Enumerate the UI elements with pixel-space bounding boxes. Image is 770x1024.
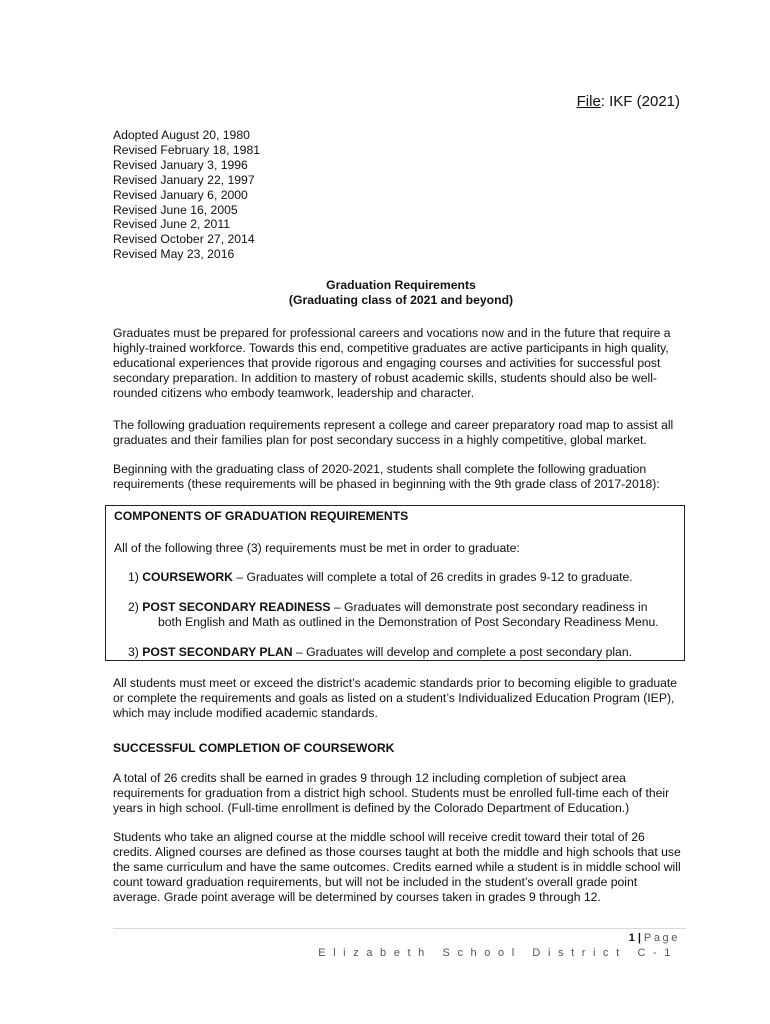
components-title: COMPONENTS OF GRADUATION REQUIREMENTS — [114, 509, 409, 523]
footer-separator: | — [637, 932, 641, 944]
phase-in-paragraph: Beginning with the graduating class of 2020-2021, students shall complete the following graduation requirements (these requirements will be phased in beginning with the 9th grade class of 2017-2018): — [113, 462, 660, 491]
revision-line: Revised January 3, 1996 — [113, 157, 248, 172]
revision-line: Revised June 2, 2011 — [113, 217, 230, 232]
intro-paragraph: Graduates must be prepared for professional careers and vocations now and in the future that require a highly-trained workforce. Towards this end, competitive graduates are active participants in high quality, educational experiences that provide rigorous and engaging courses and activities for successful post secondary preparation. In addition to mastery of robust academic skills, students should also be well-rounded citizens who embody teamwork, leadership and character. — [113, 326, 671, 400]
requirement-item — [128, 600, 678, 630]
credits-paragraph: A total of 26 credits shall be earned in grades 9 through 12 including completion of subject area requirements for graduation from a district high school. Students must be enrolled full-time each of their years in high school. (Full-time enrollment is defined by the Colorado Department of Education.) — [113, 771, 670, 815]
requirement-number: 3) — [128, 645, 143, 659]
requirement-term: POST SECONDARY READINESS — [142, 600, 331, 614]
revision-line: Revised June 16, 2005 — [113, 202, 238, 217]
section-heading: SUCCESSFUL COMPLETION OF COURSEWORK — [113, 741, 395, 755]
requirement-desc-continued: both English and Math as outlined in the Demonstration of Post Secondary Readiness Menu. — [158, 614, 659, 629]
title-line-2: (Graduating class of 2021 and beyond) — [288, 293, 514, 307]
requirement-desc: – Graduates will complete a total of 26 credits in grades 9-12 to graduate. — [232, 570, 633, 584]
middle-school-paragraph: Students who take an aligned course at the middle school will receive credit toward their total of 26 credits. Aligned courses are defined as those courses taught at both the middle and high schools that use the same curriculum and have the same outcomes. Credits earned while a student is in middle school will count toward graduation requirements, but will not be included in the student’s overall grade point average. Grade point average will be determined by courses taken in grades 9 through 12. — [113, 830, 681, 904]
roadmap-paragraph: The following graduation requirements represent a college and career preparatory road map to assist all graduates and their families plan for post secondary success in a highly competitive, global market. — [113, 418, 674, 447]
requirement-term: COURSEWORK — [142, 570, 233, 584]
standards-paragraph: All students must meet or exceed the district’s academic standards prior to becoming eligible to graduate or complete the requirements and goals as listed on a student’s Individualized Education Program (IEP), which may include modified academic standards. — [113, 676, 678, 720]
footer-page-number — [629, 932, 680, 944]
requirement-number: 2) — [128, 600, 143, 614]
page-word: Page — [643, 932, 680, 944]
footer-district-name: Elizabeth School District C-1 — [318, 947, 678, 959]
requirement-number: 1) — [128, 570, 143, 584]
title-line-1: Graduation Requirements — [326, 278, 476, 292]
revision-line: Adopted August 20, 1980 — [113, 128, 250, 142]
requirement-desc: – Graduates will demonstrate post secondary readiness in — [330, 600, 648, 614]
components-intro: All of the following three (3) requirements must be met in order to graduate: — [114, 541, 520, 555]
requirement-term: POST SECONDARY PLAN — [142, 645, 293, 659]
requirement-item — [128, 570, 678, 585]
file-label: File — [576, 93, 601, 110]
requirement-desc: – Graduates will develop and complete a post secondary plan. — [292, 645, 633, 659]
revision-line: Revised February 18, 1981 — [113, 142, 261, 157]
page-number: 1 — [628, 932, 635, 944]
revision-line: Revised January 6, 2000 — [113, 187, 248, 202]
revision-line: Revised May 23, 2016 — [113, 247, 235, 262]
file-value: : IKF (2021) — [600, 93, 680, 110]
file-reference — [577, 93, 680, 110]
revision-history — [113, 128, 260, 262]
document-title — [113, 278, 689, 308]
revision-line: Revised January 22, 1997 — [113, 172, 255, 187]
revision-line: Revised October 27, 2014 — [113, 232, 255, 247]
components-box — [105, 505, 685, 661]
requirement-item — [128, 645, 678, 660]
footer-divider — [113, 928, 686, 929]
